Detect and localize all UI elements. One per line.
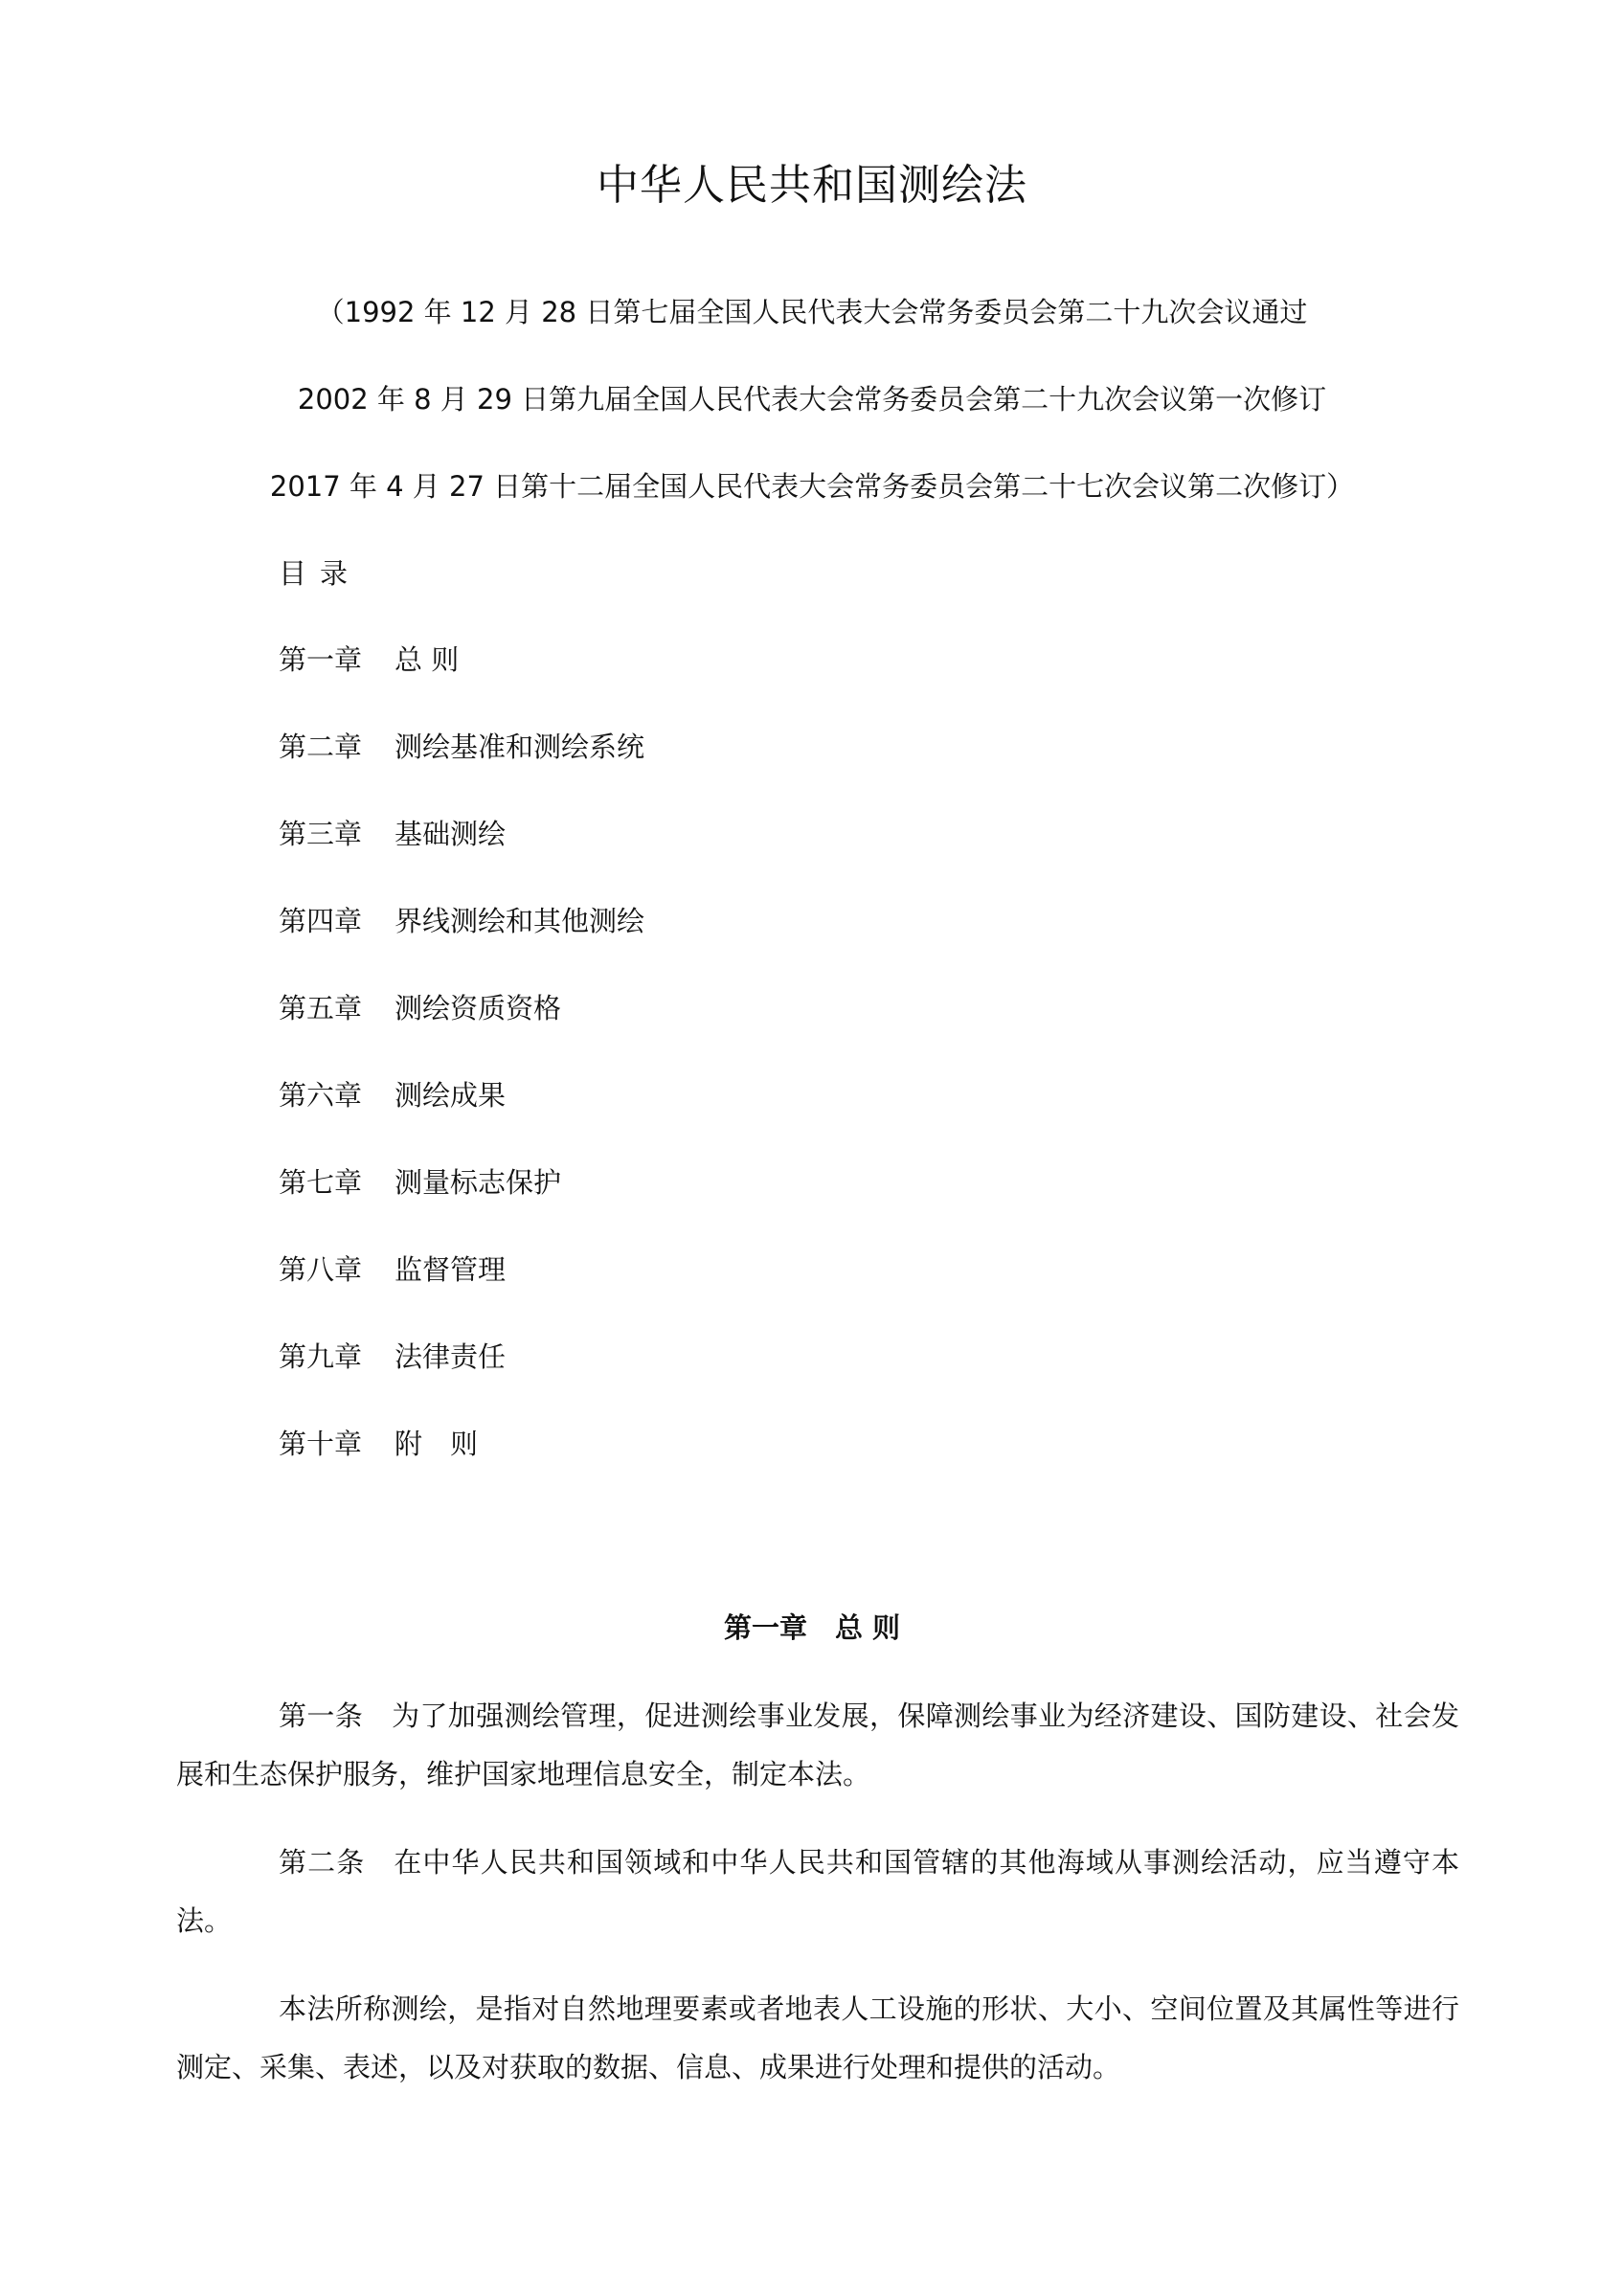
toc-item-number: 第四章 <box>279 905 363 937</box>
toc-item-name: 界线测绘和其他测绘 <box>395 905 645 937</box>
toc-item <box>279 1076 506 1114</box>
toc-item <box>279 641 459 679</box>
article-text: 在中华人民共和国领域和中华人民共和国管辖的其他海域从事测绘活动，应当遵守本法。 <box>176 1846 1459 1937</box>
toc-item-number: 第八章 <box>279 1253 363 1286</box>
revision-note-1: （1992 年 12 月 28 日第七届全国人民代表大会常务委员会第二十九次会议通过 <box>316 296 1308 328</box>
toc-item <box>279 1425 478 1463</box>
toc-item-name: 测量标志保护 <box>395 1166 562 1199</box>
toc-item <box>279 902 644 940</box>
article-text: 为了加强测绘管理，促进测绘事业发展，保障测绘事业为经济建设、国防建设、社会发展和生态保护服务，维护国家地理信息安全，制定本法。 <box>176 1699 1459 1790</box>
revision-note-2: 2002 年 8 月 29 日第九届全国人民代表大会常务委员会第二十九次会议第一次修订 <box>297 383 1327 416</box>
toc-item-name: 法律责任 <box>395 1340 507 1373</box>
toc-heading: 目录 <box>279 557 362 590</box>
article-text: 本法所称测绘，是指对自然地理要素或者地表人工设施的形状、大小、空间位置及其属性等进行测定、采集、表述，以及对获取的数据、信息、成果进行处理和提供的活动。 <box>176 1992 1459 2083</box>
toc-item-number: 第一章 <box>279 643 363 676</box>
article-paragraph <box>176 1687 1459 1804</box>
toc-item <box>279 989 561 1027</box>
revision-note-3: 2017 年 4 月 27 日第十二届全国人民代表大会常务委员会第二十七次会议第二次修订） <box>269 470 1355 503</box>
toc-item-number: 第二章 <box>279 731 363 763</box>
toc-item-name: 基础测绘 <box>395 818 507 850</box>
chapter-title: 第一章 总 则 <box>723 1611 901 1644</box>
toc-item <box>279 1338 506 1376</box>
toc-item-number: 第七章 <box>279 1166 363 1199</box>
toc-item <box>279 1250 506 1289</box>
article-number: 第二条 <box>279 1846 366 1879</box>
article-number: 第一条 <box>279 1699 364 1732</box>
article-paragraph <box>176 1980 1459 2097</box>
document-title: 中华人民共和国测绘法 <box>597 161 1027 210</box>
toc-item <box>279 728 644 766</box>
toc-item-number: 第五章 <box>279 992 363 1024</box>
toc-item-number: 第六章 <box>279 1079 363 1112</box>
toc-item-name: 附 则 <box>395 1428 479 1460</box>
toc-item <box>279 1163 561 1202</box>
toc-item-number: 第九章 <box>279 1340 363 1373</box>
toc-item-name: 监督管理 <box>395 1253 507 1286</box>
toc-item-name: 总 则 <box>395 643 460 676</box>
toc-item-name: 测绘基准和测绘系统 <box>395 731 645 763</box>
toc-item-name: 测绘资质资格 <box>395 992 562 1024</box>
toc-item-number: 第十章 <box>279 1428 363 1460</box>
toc-item <box>279 815 506 853</box>
toc-item-number: 第三章 <box>279 818 363 850</box>
article-paragraph <box>176 1834 1459 1950</box>
toc-item-name: 测绘成果 <box>395 1079 507 1112</box>
